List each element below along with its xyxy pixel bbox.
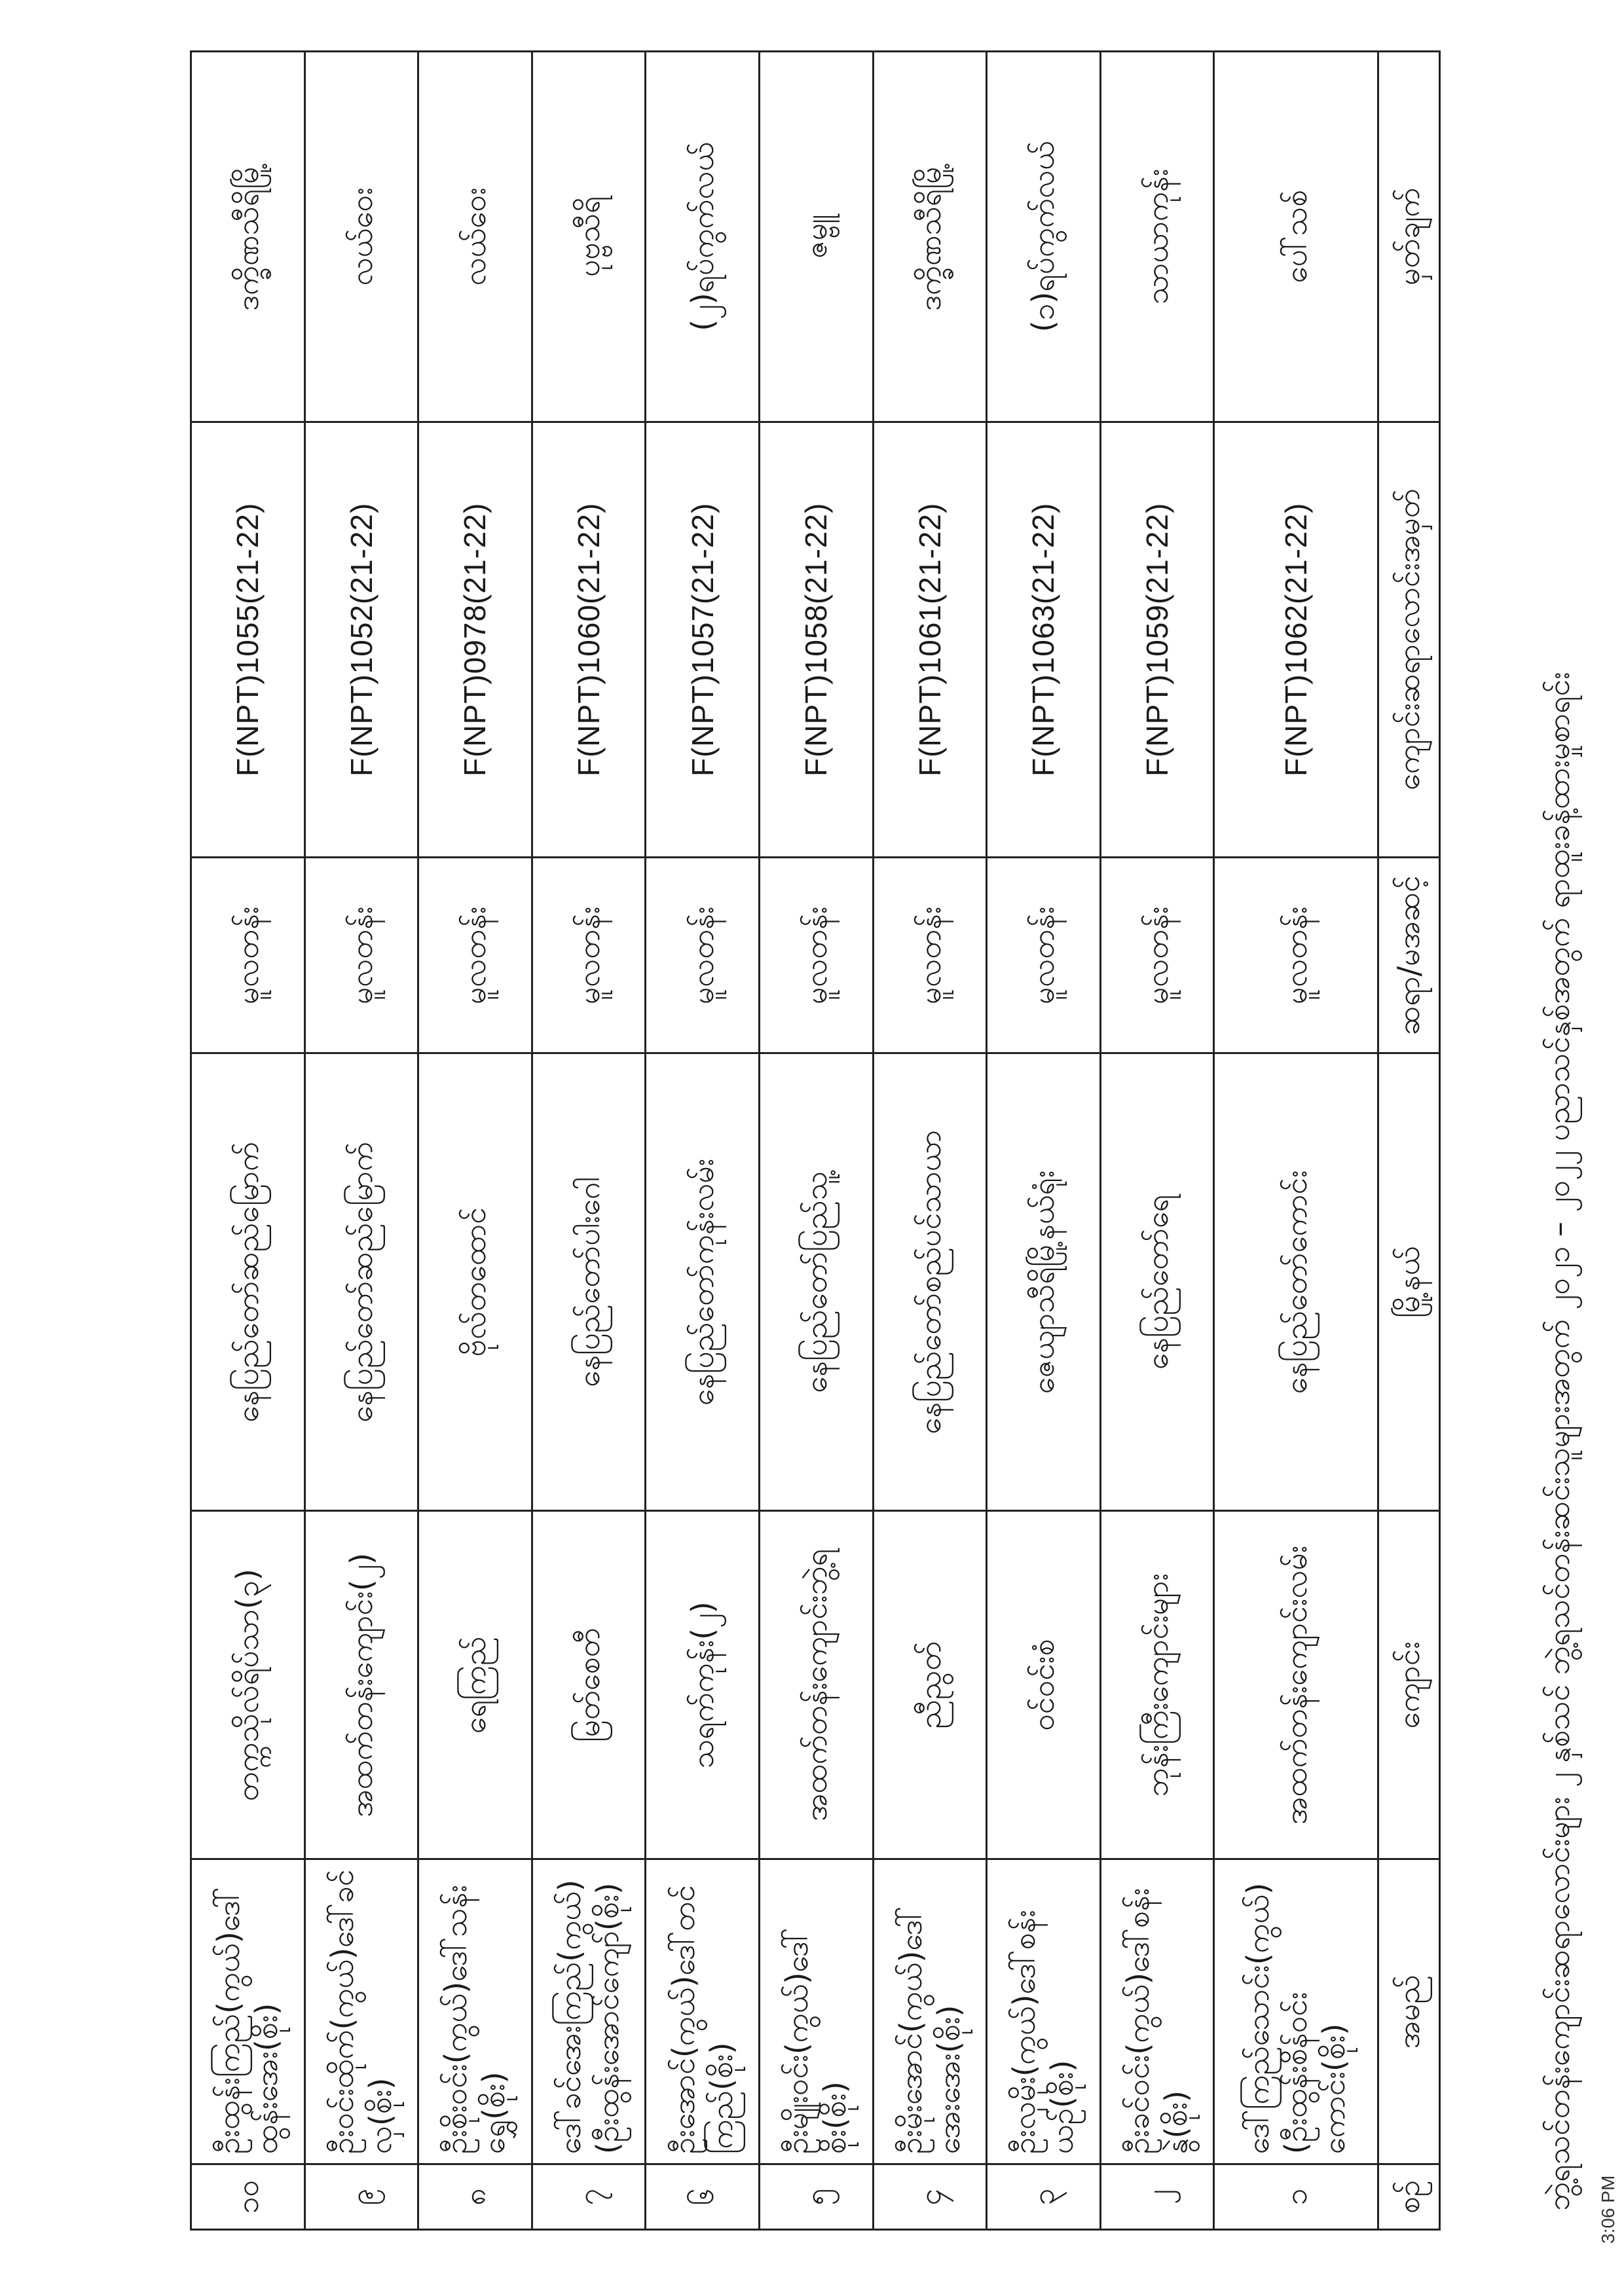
cell-remark: သာယာကုန်း <box>1100 52 1214 422</box>
table-row <box>759 52 873 2230</box>
cell-level: မူလတန်း <box>1100 858 1214 1053</box>
cell-id: F(NPT)1058(21-22) <box>759 422 873 857</box>
cell-name: ဦးထွန်းကြည်(ကွယ်)ဒေါ်ထွန်းအေး(စိုး) <box>191 1859 305 2164</box>
table-row <box>646 52 760 2230</box>
cell-name: ဦးအောင်(ကွယ်)ဒေါ်တင်ကြည်(စိုး) <box>646 1859 760 2164</box>
cell-level: မူလတန်း <box>418 858 532 1053</box>
cell-remark: ပုဗ္ဗသီရိ <box>532 52 646 422</box>
cell-level: မူလတန်း <box>646 858 760 1053</box>
table-row <box>191 52 305 2230</box>
cell-remark: ဇမ္ဗူ <box>759 52 873 422</box>
document-title: ဘွဲ့ရသင်တန်းကျောင်းဆရာလောင်းများ ၂ နှစ်သင် ဘွဲ့ရသင်တန်းဆင်းသူများအတွက် ၂၀၂၁ – ၂၀၂၂ ပညာသင်နှစ်အတွက် ရာထူးခန့်ထားမှုစာရင်း <box>1541 672 1576 2211</box>
table-row <box>873 52 987 2230</box>
cell-township: နေပြည်တော်ကောင်း <box>1214 1053 1378 1511</box>
cell-level: မူလတန်း <box>987 858 1101 1053</box>
cell-township: နေပြည်တော်ဆည်မြောက် <box>304 1053 418 1511</box>
cell-township: ဗိုလ်တထောင် <box>418 1053 532 1511</box>
cell-school: သရက်ကုန်း(၂) <box>646 1511 760 1859</box>
cell-township: ဇေယျာသီရိမြို့နယ်ရုံး <box>987 1053 1101 1511</box>
cell-id: F(NPT)1060(21-22) <box>532 422 646 857</box>
cell-id: F(NPT)0978(21-22) <box>418 422 532 857</box>
cell-no: ၃ <box>987 2164 1101 2230</box>
table-row <box>532 52 646 2230</box>
cell-remark: (၁)ရပ်ကွက်လယ် <box>987 52 1101 422</box>
cell-name: ဦးစိုးဝင်း(ကွယ်)ဒေါ်သန်းရွှေ(စိုး) <box>418 1859 532 2164</box>
cell-level: မူလတန်း <box>759 858 873 1053</box>
cell-school: အထက်တန်းကျောင်းဘွဲ့ရ <box>759 1511 873 1859</box>
header-remark: မှတ်ချက် <box>1378 52 1439 422</box>
header-township: မြို့နယ် <box>1378 1053 1439 1511</box>
cell-level: မူလတန်း <box>191 858 305 1053</box>
cell-level: မူလတန်း <box>873 858 987 1053</box>
timestamp: 3:06 PM <box>1598 2175 1618 2244</box>
table-row <box>1214 52 1378 2230</box>
cell-no: ၂ <box>1100 2164 1214 2230</box>
cell-no: ၉ <box>304 2164 418 2230</box>
cell-no: ၁၀ <box>191 2164 305 2230</box>
cell-no: ၈ <box>418 2164 532 2230</box>
header-level: ဆရာ/မအဆင့် <box>1378 858 1439 1053</box>
cell-township: နေပြည်တော်ဆည်မြောက် <box>191 1053 305 1511</box>
cell-no: ၆ <box>646 2164 760 2230</box>
cell-name: ဒေါ်ကြည်သောင်း(ကွယ်)(ဦးထွန်းစိန်ဝင်းကောင်း(စိုး) <box>1214 1859 1378 2164</box>
cell-level: မူလတန်း <box>532 858 646 1053</box>
cell-id: F(NPT)1063(21-22) <box>987 422 1101 857</box>
cell-id: F(NPT)1055(21-22) <box>191 422 305 857</box>
cell-no: ၅ <box>759 2164 873 2230</box>
table-row <box>1100 52 1214 2230</box>
cell-school: အထက်တန်းကျောင်း(၂) <box>304 1511 418 1859</box>
table-row <box>304 52 418 2230</box>
cell-id: F(NPT)1062(21-22) <box>1214 422 1378 857</box>
cell-remark: လယ်ဝေး <box>304 52 418 422</box>
table-row <box>987 52 1101 2230</box>
cell-id: F(NPT)1057(21-22) <box>646 422 760 857</box>
cell-township: နေပြည်တော်ပြည်သူ့ <box>759 1053 873 1511</box>
cell-name: ဦးခင်ဝင်း(ကွယ်)ဒေါ်စန်းနွဲ(စိုး) <box>1100 1859 1214 2164</box>
cell-id: F(NPT)1052(21-22) <box>304 422 418 857</box>
cell-no: ၁ <box>1214 2164 1378 2230</box>
cell-id: F(NPT)1061(21-22) <box>873 422 987 857</box>
cell-school: တက္ကသိုလ်ရိပ်သာ(၃) <box>191 1511 305 1859</box>
cell-remark: ဒက္ခိဏသီရိမြို့ <box>873 52 987 422</box>
header-school: ကျောင်း <box>1378 1511 1439 1859</box>
cell-school: ဝင်ဝင်းစံ <box>987 1511 1101 1859</box>
cell-remark: လယ်ဝေး <box>418 52 532 422</box>
cell-name: ဦးလှမိုး(ကွယ်)ဒေါ်စန်းယဉ်(စိုး) <box>987 1859 1101 2164</box>
cell-level: မူလတန်း <box>1214 858 1378 1053</box>
cell-township: နေပြည်တော်ရေ <box>1100 1053 1214 1511</box>
header-id: ကျောင်းဆရာလောင်းအမှတ် <box>1378 422 1439 857</box>
assignment-table <box>190 50 1441 2231</box>
cell-remark: ဒက္ခိဏသီရိမြို့ <box>191 52 305 422</box>
cell-name: ဦးဝင်းထိုက်(ကွယ်)ဒေါ်ခင်လှ(စိုး) <box>304 1859 418 2164</box>
cell-no: ၄ <box>873 2164 987 2230</box>
cell-level: မူလတန်း <box>304 858 418 1053</box>
header-row <box>1378 52 1439 2230</box>
cell-school: အထက်တန်းကျောင်းလမ်း <box>1214 1511 1378 1859</box>
cell-school: ညီညွတ် <box>873 1511 987 1859</box>
table-row <box>418 52 532 2230</box>
cell-school: မြတ်စေတီ <box>532 1511 646 1859</box>
cell-no: ၇ <box>532 2164 646 2230</box>
cell-remark: ပေါ်သစ် <box>1214 52 1378 422</box>
cell-name: ဦးမျိုးဝင်း(ကွယ်)ဒေါ်စိုး(စိုး) <box>759 1859 873 2164</box>
cell-id: F(NPT)1059(21-22) <box>1100 422 1214 857</box>
cell-township: နေပြည်တော်ကုန်းလမ်း <box>646 1053 760 1511</box>
header-name: အမည် <box>1378 1859 1439 2164</box>
cell-township: နေပြည်တော်ပါးဂေါ <box>532 1053 646 1511</box>
cell-name: ဦးမိုးအောင်(ကွယ်)ဒေါ်အေးအေး(စိုး) <box>873 1859 987 2164</box>
cell-remark: (၂)ရပ်ကွက်လယ် <box>646 52 760 422</box>
cell-school: ရေကြည် <box>418 1511 532 1859</box>
cell-school: ဘုန်းကြီးကျောင်းများ <box>1100 1511 1214 1859</box>
header-no: စဉ် <box>1378 2164 1439 2230</box>
cell-name: ဒေါ်ခင်အေးကြည်(ကွယ်)(ဦးထွန်းအောင်ကျော်(စိုး) <box>532 1859 646 2164</box>
cell-township: နေပြည်တော်စည်ပင်သာယာ <box>873 1053 987 1511</box>
